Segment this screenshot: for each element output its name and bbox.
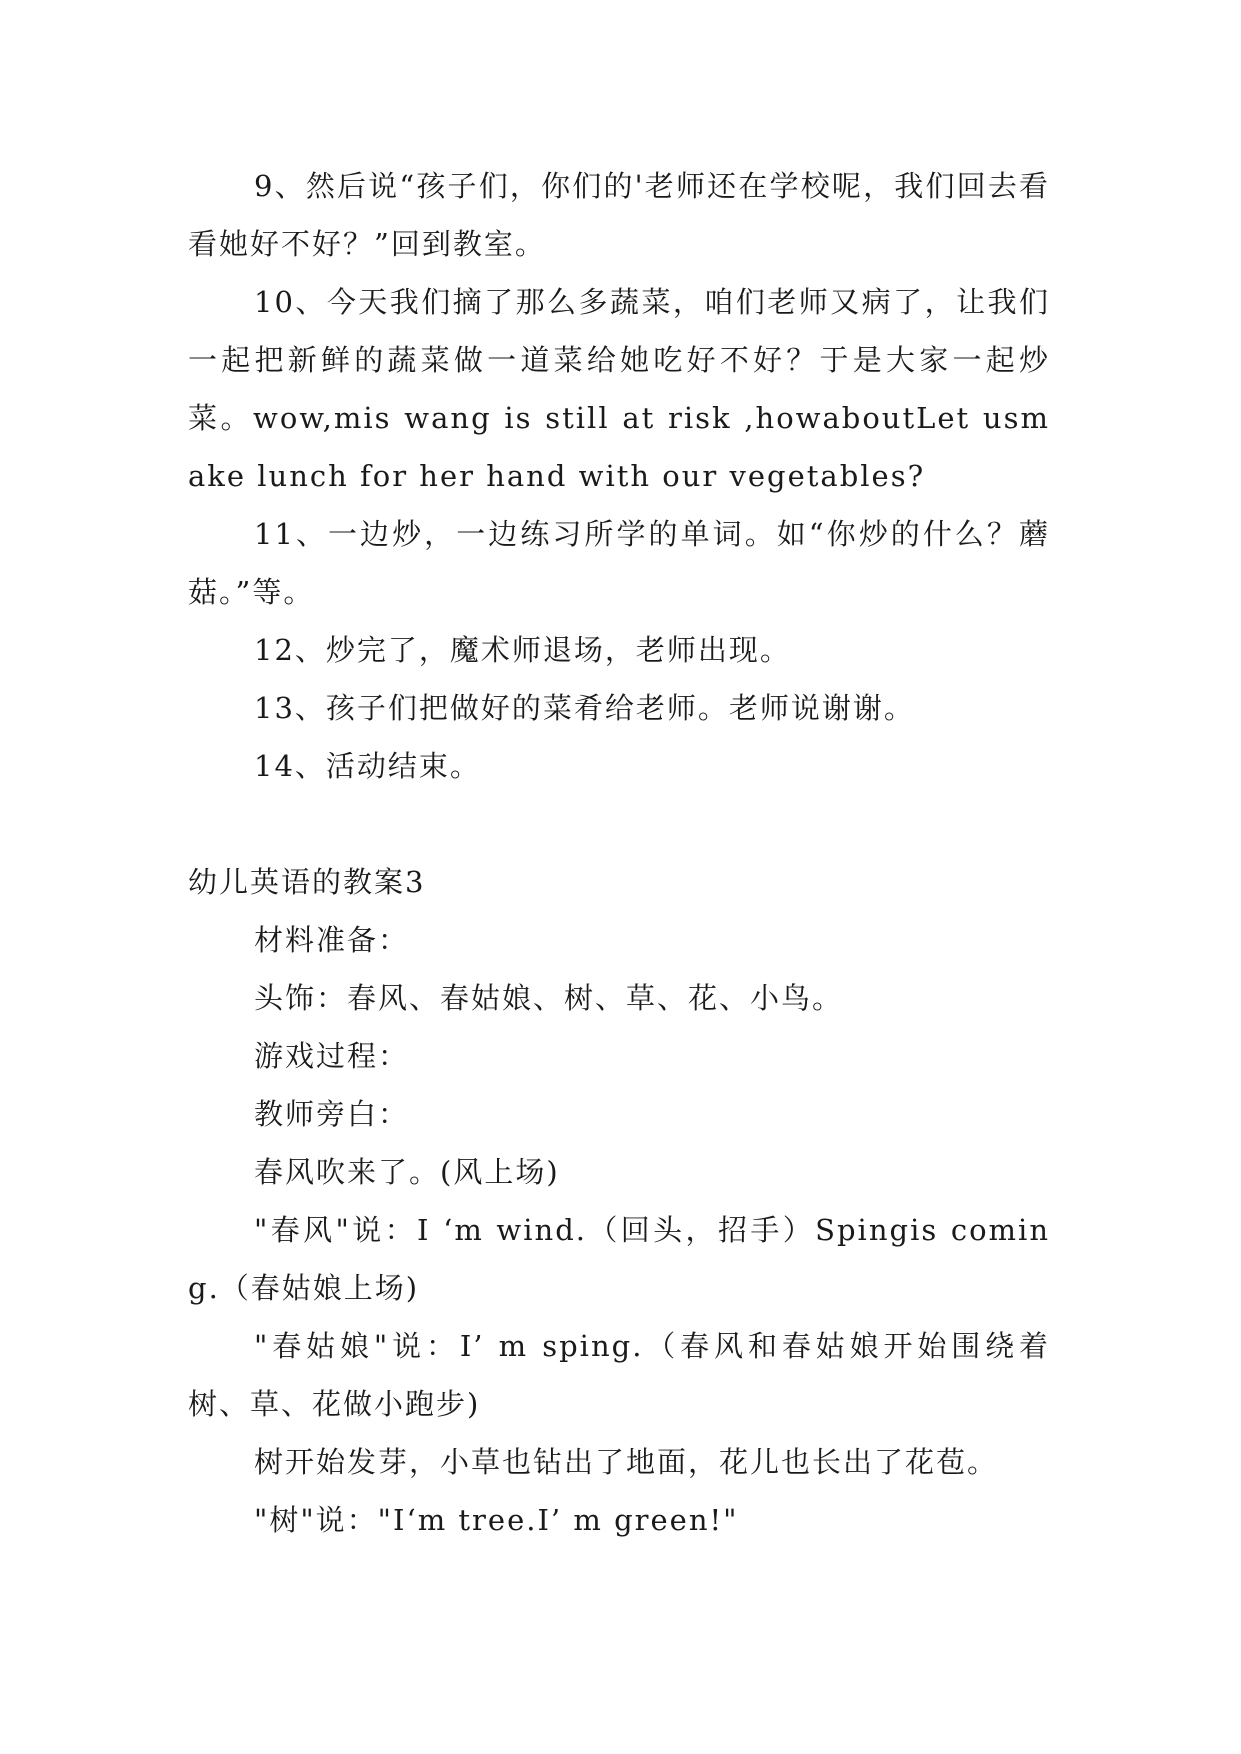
section-spacer: [188, 795, 1050, 853]
paragraph-sprouting: 树开始发芽，小草也钻出了地面，花儿也长出了花苞。: [254, 1445, 999, 1479]
paragraph-step-14: 14、活动结束。: [254, 749, 481, 783]
paragraph-wind-enters: 春风吹来了。(风上场): [254, 1155, 560, 1189]
paragraph-headwear: 头饰：春风、春姑娘、树、草、花、小鸟。: [254, 981, 844, 1015]
paragraph-process-label: 游戏过程：: [254, 1039, 410, 1073]
paragraph-step-12: 12、炒完了，魔术师退场，老师出现。: [254, 633, 791, 667]
paragraph-narration-label: 教师旁白：: [254, 1097, 410, 1131]
paragraph-tree-says: "树"说："I‘m tree.I’ m green!": [254, 1503, 739, 1537]
paragraph-materials-label: 材料准备：: [254, 923, 410, 957]
section-title: 幼儿英语的教案3: [188, 865, 426, 899]
paragraph-spring-girl-says: "春姑娘"说：I’ m sping.（春风和春姑娘开始围绕着树、草、花做小跑步): [188, 1329, 1050, 1421]
paragraph-step-9: 9、然后说“孩子们，你们的'老师还在学校呢，我们回去看看她好不好？”回到教室。: [188, 169, 1050, 261]
paragraph-wind-says: "春风"说：I ‘m wind.（回头，招手）Spingis coming.（春姑娘上场): [188, 1213, 1050, 1305]
document-body: [188, 157, 1050, 1549]
paragraph-step-13: 13、孩子们把做好的菜肴给老师。老师说谢谢。: [254, 691, 915, 725]
paragraph-step-11: 11、一边炒，一边练习所学的单词。如“你炒的什么？蘑菇。”等。: [188, 517, 1050, 609]
paragraph-step-10: 10、今天我们摘了那么多蔬菜，咱们老师又病了，让我们一起把新鲜的蔬菜做一道菜给她吃好不好？于是大家一起炒菜。wow,mis wang is still at risk ,howaboutLet usmake lunch for her hand with our vegetables?: [188, 285, 1050, 493]
